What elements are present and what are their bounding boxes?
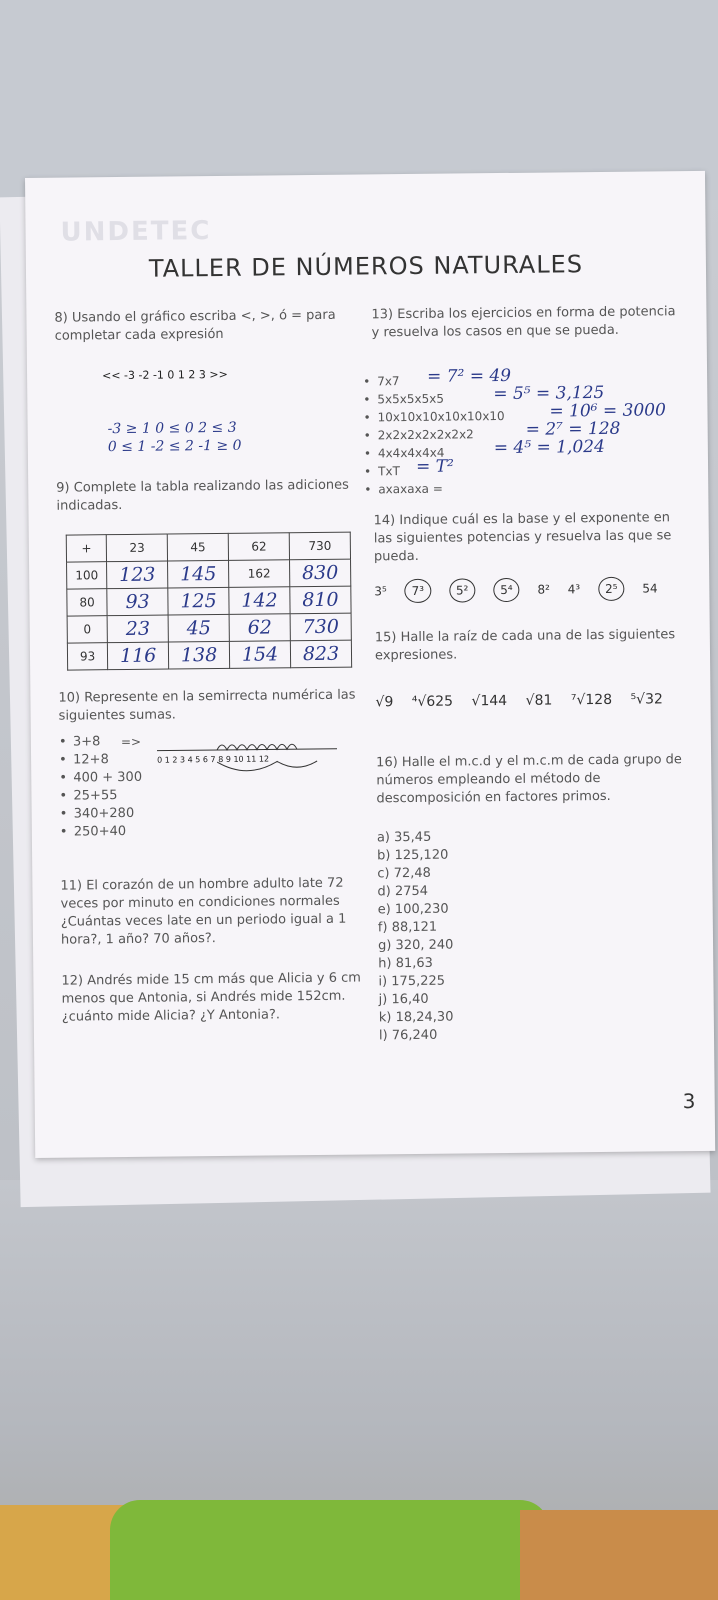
table-row-header: 80 <box>67 589 107 616</box>
q9-text: 9) Complete la tabla realizando las adiciones indicadas. <box>56 477 349 514</box>
q13-answer: = 5⁵ = 3,125 <box>493 382 605 405</box>
table-cell: 93 <box>107 588 168 616</box>
table-cell: 138 <box>169 641 230 669</box>
table-row <box>67 559 351 589</box>
q13-item: • 4x4x4x4x4 <box>378 444 445 463</box>
root-item: √81 <box>525 692 553 709</box>
root-item: √9 <box>375 694 394 711</box>
q8-row-1: -3 ≥ 1 0 ≤ 0 2 ≤ 3 <box>107 419 237 438</box>
background-top <box>0 0 718 200</box>
table-cell: 145 <box>168 560 229 588</box>
addition-table <box>66 532 352 671</box>
q10-arrow: => <box>120 734 142 750</box>
q16-item: g) 320, 240 <box>377 937 454 954</box>
q10-item: • 25+55 <box>73 787 117 805</box>
green-object <box>110 1500 550 1600</box>
q16-item: b) 125,120 <box>377 847 449 864</box>
q10-item: • 3+8 <box>73 733 101 751</box>
q13-item: • 7x7 <box>377 372 400 390</box>
power-item: 5⁴ <box>493 578 520 602</box>
q10-item: • 250+40 <box>74 823 126 842</box>
q10-item: • 12+8 <box>73 751 109 769</box>
table-surface-right <box>520 1510 718 1600</box>
table-cell: 62 <box>229 614 290 642</box>
q13-item: • 10x10x10x10x10x10 <box>377 407 504 426</box>
q15-text: 15) Halle la raíz de cada una de las siguientes expresiones. <box>374 627 676 664</box>
power-item: 7³ <box>405 579 432 603</box>
worksheet <box>25 171 715 1158</box>
power-item: 4³ <box>567 582 581 597</box>
q16-item: e) 100,230 <box>377 901 449 918</box>
q13-answer: = T² <box>415 456 454 477</box>
logo-watermark: UNDETEC <box>60 216 212 248</box>
table-header-cell: 45 <box>167 533 228 561</box>
table-cell: 45 <box>168 614 229 642</box>
power-item: 8² <box>537 582 550 597</box>
table-cell: 810 <box>290 586 351 614</box>
q13-item: • TxT <box>378 462 400 480</box>
page-title: TALLER DE NÚMEROS NATURALES <box>148 250 584 283</box>
table-cell: 142 <box>229 587 290 615</box>
q15-roots <box>375 691 677 710</box>
table-header-row <box>66 532 350 562</box>
q13-item: • axaxaxa = <box>378 480 443 499</box>
root-item: ⁷√128 <box>570 691 613 709</box>
table-row-header: 0 <box>67 616 107 643</box>
root-item: √144 <box>471 692 508 710</box>
table-cell: 123 <box>107 561 168 589</box>
table-cell: 116 <box>108 642 169 670</box>
table-cell: 730 <box>290 613 351 641</box>
table-cell: 162 <box>229 560 290 588</box>
table-cell: 125 <box>168 587 229 615</box>
table-header-cell: 23 <box>106 534 167 562</box>
table-cell: 154 <box>229 641 290 669</box>
table-header-cell: 730 <box>289 532 350 560</box>
q16-item: l) 76,240 <box>378 1027 438 1044</box>
table-row-header: 93 <box>67 643 107 670</box>
q14-powers <box>374 576 671 603</box>
q13-text: 13) Escriba los ejercicios en forma de potencia y resuelva los casos en que se pueda. <box>371 304 676 341</box>
q13-answer: = 4⁵ = 1,024 <box>493 436 605 459</box>
table-header-cell: 62 <box>228 533 289 561</box>
power-item: 2⁵ <box>598 577 625 601</box>
q10-text: 10) Represente en la semirrecta numérica las siguientes sumas. <box>58 687 356 724</box>
q16-item: c) 72,48 <box>377 865 431 882</box>
q13-answer: = 10⁶ = 3000 <box>549 400 666 422</box>
q13-item: • 5x5x5x5x5 <box>377 390 444 409</box>
page-number: 3 <box>682 1089 696 1114</box>
q13-answer: = 2⁷ = 128 <box>525 418 621 440</box>
power-item: 5² <box>449 578 476 602</box>
power-item: 3⁵ <box>374 584 387 599</box>
q16-text: 16) Halle el m.c.d y el m.c.m de cada grupo de números empleando el método de descomposición en factores primos. <box>376 752 682 807</box>
q16-item: a) 35,45 <box>376 829 432 846</box>
table-row <box>67 586 351 616</box>
q16-item: f) 88,121 <box>377 919 438 936</box>
q10-number-line-drawing <box>157 735 348 787</box>
table-cell: 23 <box>107 615 168 643</box>
q16-item: i) 175,225 <box>378 973 446 990</box>
q10-item: • 400 + 300 <box>73 769 142 788</box>
q13-item: • 2x2x2x2x2x2x2 <box>378 425 474 444</box>
q13-answer: = 7² = 49 <box>426 365 512 387</box>
q10-scale: 0 1 2 3 4 5 6 7 8 9 10 11 12 <box>157 754 270 765</box>
root-item: ⁵√32 <box>630 691 663 708</box>
table-row-header: 100 <box>67 562 107 589</box>
table-row <box>67 640 351 670</box>
number-line: << -3 -2 -1 0 1 2 3 >> <box>102 367 228 383</box>
q14-text: 14) Indique cuál es la base y el exponente en las siguientes potencias y resuelva las que se pueda. <box>373 510 672 565</box>
power-item: 54 <box>642 581 658 596</box>
table-cell: 830 <box>290 559 351 587</box>
q16-item: h) 81,63 <box>378 955 433 972</box>
table-row <box>67 613 351 643</box>
q12-text: 12) Andrés mide 15 cm más que Alicia y 6 cm menos que Antonia, si Andrés mide 152cm. ¿cuánto mide Alicia? ¿Y Antonia?. <box>61 970 362 1025</box>
q16-item: j) 16,40 <box>378 991 429 1008</box>
q16-item: k) 18,24,30 <box>378 1009 454 1026</box>
q8-row-2: 0 ≤ 1 -2 ≤ 2 -1 ≥ 0 <box>107 437 242 456</box>
root-item: ⁴√625 <box>411 693 454 710</box>
q16-item: d) 2754 <box>377 883 429 900</box>
q11-text: 11) El corazón de un hombre adulto late 72 veces por minuto en condiciones normales ¿Cuántas veces late en un periodo igual a 1 hora?, 1 año? 70 años?. <box>60 875 347 948</box>
q10-item: • 340+280 <box>74 805 135 824</box>
table-cell: 823 <box>290 640 351 668</box>
table-header-cell: + <box>66 535 106 562</box>
q8-text: 8) Usando el gráfico escriba <, >, ó = para completar cada expresión <box>54 307 336 344</box>
